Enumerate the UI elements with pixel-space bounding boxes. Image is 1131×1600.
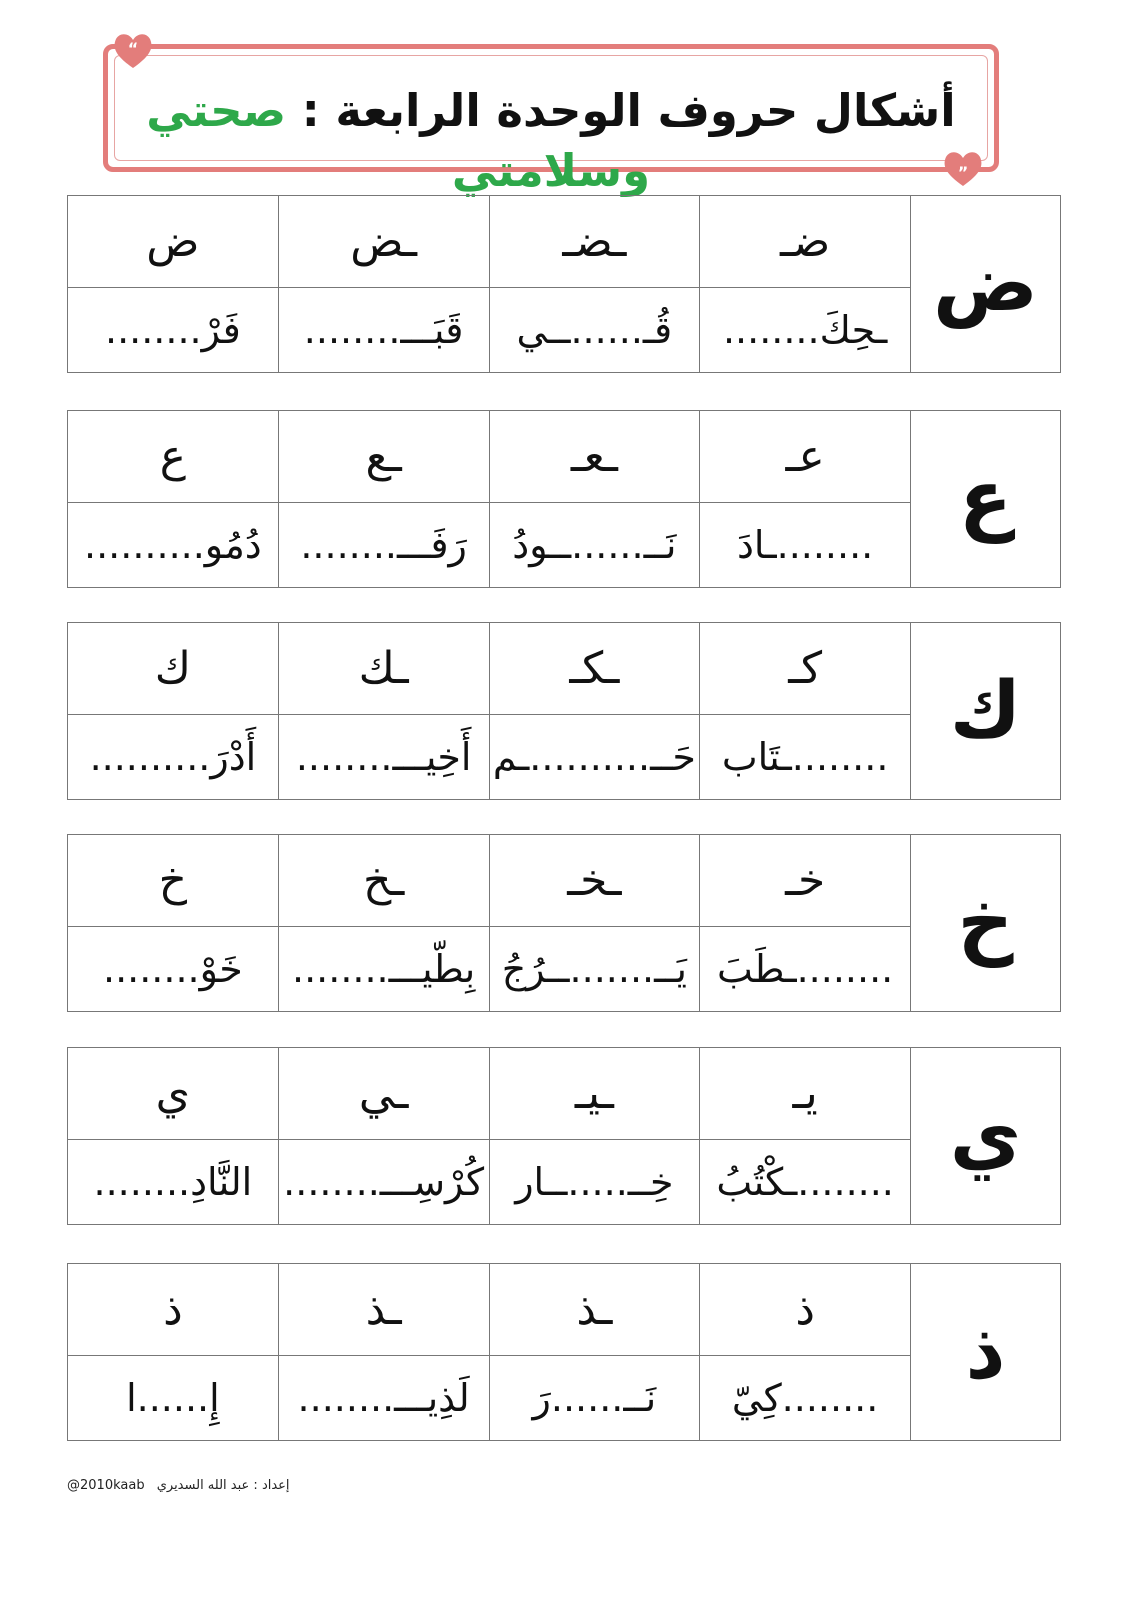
word-blank: قُـ......ــي — [489, 288, 700, 373]
word-blank: لَذِيـــ........ — [278, 1356, 489, 1441]
word-blank: حَــ..........ـم — [489, 715, 700, 800]
word-blank: دُمُو.......... — [68, 503, 279, 588]
letter-form-final: ـض — [278, 196, 489, 288]
letter-form-initial: خـ — [700, 835, 911, 927]
letter-form-initial: ضـ — [700, 196, 911, 288]
title-accent: صحتي وسلامتي — [146, 84, 651, 197]
word-blank: نَــ......رَ — [489, 1356, 700, 1441]
title-main: أشكال حروف الوحدة الرابعة : — [301, 84, 956, 137]
heart-quote-icon — [112, 30, 154, 70]
letter-table-dhal — [67, 1263, 1061, 1441]
word-blank: ........ـطَبَ — [700, 927, 911, 1012]
word-blank: خَوْ........ — [68, 927, 279, 1012]
letter-form-final: ـع — [278, 411, 489, 503]
letter-table-dad — [67, 195, 1061, 373]
letter-form-initial: عـ — [700, 411, 911, 503]
letter-form-final: ـي — [278, 1048, 489, 1140]
word-blank: إِ......ا — [68, 1356, 279, 1441]
letter-form-isolated: ي — [68, 1048, 279, 1140]
word-blank: أَدْرَ.......... — [68, 715, 279, 800]
page-title — [108, 81, 994, 201]
word-blank: رَفَـــ........ — [278, 503, 489, 588]
author-handle: @2010kaab — [67, 1478, 145, 1493]
letter-table-ain — [67, 410, 1061, 588]
word-blank: كُرْسِـــ........ — [278, 1140, 489, 1225]
letter-form-medial: ـذ — [489, 1264, 700, 1356]
letter-form-initial: كـ — [700, 623, 911, 715]
word-blank: يَــ.......ــرُجُ — [489, 927, 700, 1012]
letter-table-ya — [67, 1047, 1061, 1225]
letter-form-medial: ـعـ — [489, 411, 700, 503]
letter-cell: ذ — [911, 1264, 1061, 1441]
svg-text:”: ” — [957, 163, 969, 182]
heart-quote-icon — [942, 148, 984, 188]
letter-form-isolated: ض — [68, 196, 279, 288]
word-blank: ........ـكْتُبُ — [700, 1140, 911, 1225]
word-blank: ـحِكَ........ — [700, 288, 911, 373]
letter-form-final: ـذ — [278, 1264, 489, 1356]
letter-form-final: ـخ — [278, 835, 489, 927]
word-blank: فَرْ........ — [68, 288, 279, 373]
word-blank: النَّادِ........ — [68, 1140, 279, 1225]
letter-form-medial: ـيـ — [489, 1048, 700, 1140]
letter-form-final: ـك — [278, 623, 489, 715]
letter-form-isolated: ك — [68, 623, 279, 715]
letter-form-isolated: ع — [68, 411, 279, 503]
letter-cell: خ — [911, 835, 1061, 1012]
word-blank: ........كِيّ — [700, 1356, 911, 1441]
letter-form-isolated: خ — [68, 835, 279, 927]
letter-form-medial: ـخـ — [489, 835, 700, 927]
letter-cell: ي — [911, 1048, 1061, 1225]
letter-table-kha — [67, 834, 1061, 1012]
letter-form-medial: ـكـ — [489, 623, 700, 715]
letter-cell: ع — [911, 411, 1061, 588]
svg-text:“: “ — [127, 39, 139, 58]
letter-cell: ك — [911, 623, 1061, 800]
letter-form-isolated: ذ — [68, 1264, 279, 1356]
title-banner — [103, 44, 999, 197]
letter-form-initial: يـ — [700, 1048, 911, 1140]
letter-form-medial: ـضـ — [489, 196, 700, 288]
word-blank: خِــ.....ــار — [489, 1140, 700, 1225]
word-blank: ........ـادَ — [700, 503, 911, 588]
prepared-by: إعداد : عبد الله السديري — [156, 1478, 290, 1493]
word-blank: بِطّيـــ........ — [278, 927, 489, 1012]
word-blank: نَــ......ــودُ — [489, 503, 700, 588]
footer-credit — [67, 1478, 290, 1493]
letter-cell: ض — [911, 196, 1061, 373]
letter-table-kaf — [67, 622, 1061, 800]
word-blank: قَبَـــ........ — [278, 288, 489, 373]
word-blank: ........ـتَاب — [700, 715, 911, 800]
word-blank: أَخِيـــ........ — [278, 715, 489, 800]
letter-form-initial: ذ — [700, 1264, 911, 1356]
